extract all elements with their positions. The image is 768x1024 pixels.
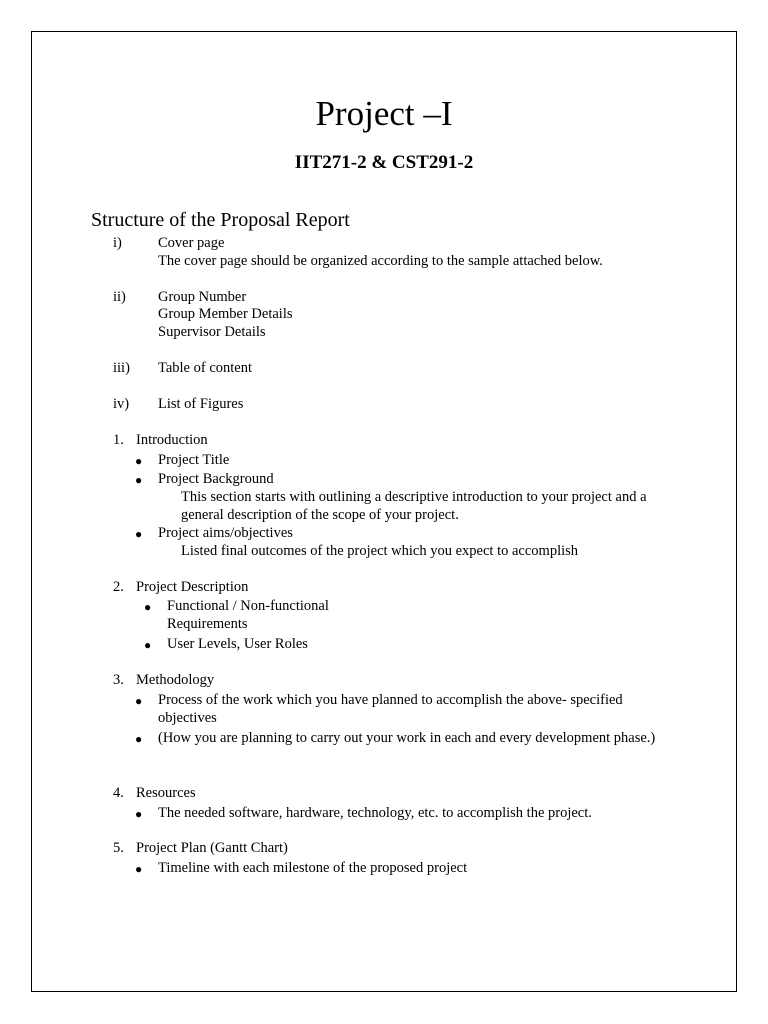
bullet-text: Project aims/objectives bbox=[158, 525, 293, 541]
list-marker: iv) bbox=[113, 396, 130, 412]
list-item-label: Project Description bbox=[136, 579, 249, 595]
bullet-text: Process of the work which you have planned to accomplish the above- specified bbox=[158, 692, 623, 708]
bullet-text: Project Title bbox=[158, 452, 230, 468]
list-marker: 2. bbox=[113, 579, 124, 595]
list-item-label: Introduction bbox=[136, 432, 208, 448]
section-heading: Structure of the Proposal Report bbox=[91, 209, 350, 231]
bullet-icon: ● bbox=[135, 527, 143, 541]
bullet-text: (How you are planning to carry out your work in each and every development phase.) bbox=[158, 730, 656, 746]
list-item-label: Methodology bbox=[136, 672, 215, 688]
bullet-icon: ● bbox=[135, 694, 143, 708]
bullet-text: objectives bbox=[158, 710, 217, 726]
bullet-icon: ● bbox=[135, 473, 143, 487]
bullet-detail: Listed final outcomes of the project which you expect to accomplish bbox=[181, 543, 579, 559]
list-marker: i) bbox=[113, 235, 122, 251]
list-item-text: The cover page should be organized according to the sample attached below. bbox=[158, 253, 603, 269]
list-marker: iii) bbox=[113, 360, 130, 376]
list-item-text: Cover page bbox=[158, 235, 225, 251]
bullet-text: Functional / Non-functional bbox=[167, 598, 329, 614]
bullet-text: The needed software, hardware, technology, etc. to accomplish the project. bbox=[158, 805, 592, 821]
list-marker: 1. bbox=[113, 432, 124, 448]
bullet-icon: ● bbox=[135, 807, 143, 821]
list-item-text: Group Member Details bbox=[158, 306, 293, 322]
bullet-icon: ● bbox=[144, 638, 152, 652]
bullet-detail: general description of the scope of your project. bbox=[181, 507, 459, 523]
list-item-label: Project Plan (Gantt Chart) bbox=[136, 840, 288, 856]
list-item-text: Supervisor Details bbox=[158, 324, 266, 340]
list-item-text: List of Figures bbox=[158, 396, 244, 412]
list-marker: 5. bbox=[113, 840, 124, 856]
bullet-text: Timeline with each milestone of the proposed project bbox=[158, 860, 468, 876]
bullet-text: Project Background bbox=[158, 471, 274, 487]
bullet-text: Requirements bbox=[167, 616, 248, 632]
list-marker: ii) bbox=[113, 289, 126, 305]
list-item-label: Resources bbox=[136, 785, 196, 801]
course-codes: IIT271-2 & CST291-2 bbox=[294, 152, 474, 173]
list-item-text: Group Number bbox=[158, 289, 247, 305]
list-marker: 4. bbox=[113, 785, 124, 801]
bullet-detail: This section starts with outlining a descriptive introduction to your project and a bbox=[181, 489, 647, 505]
bullet-text: User Levels, User Roles bbox=[167, 636, 308, 652]
document-title: Project –I bbox=[315, 94, 453, 133]
bullet-icon: ● bbox=[135, 454, 143, 468]
list-item-text: Table of content bbox=[158, 360, 253, 376]
bullet-icon: ● bbox=[144, 600, 152, 614]
bullet-icon: ● bbox=[135, 862, 143, 876]
list-marker: 3. bbox=[113, 672, 124, 688]
bullet-icon: ● bbox=[135, 732, 143, 746]
